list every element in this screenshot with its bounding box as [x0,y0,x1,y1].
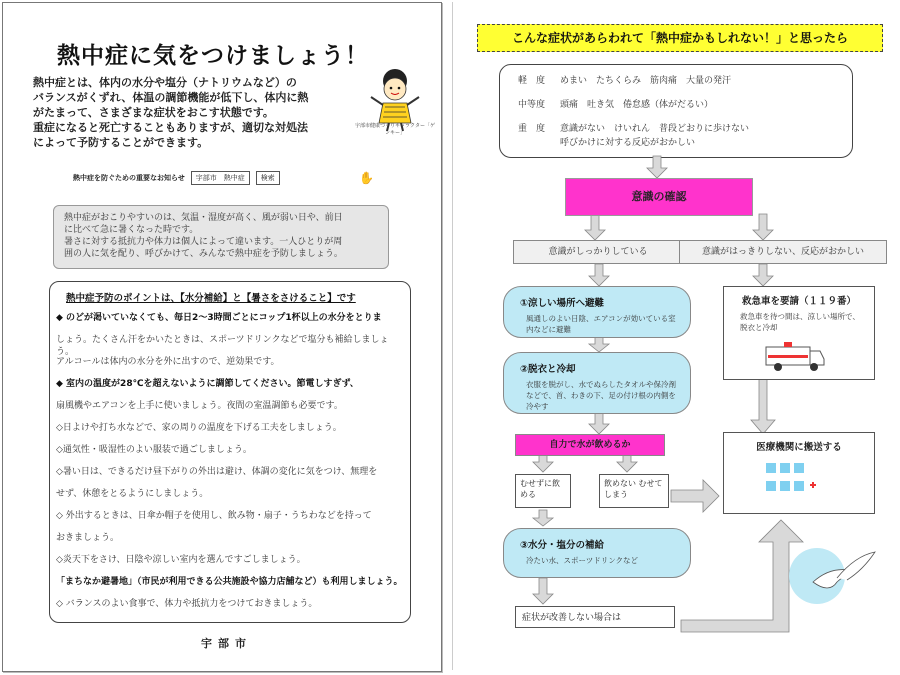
points-title: 熱中症予防のポイントは、【水分補給】と【暑さをさけること】です [66,293,356,304]
leaflet-right-page [452,2,897,670]
hospital-title: 医療機関に搬送する [756,442,842,453]
point-line: 「まちなか避暑地」（市民が利用できる公共施設や協力店舗など）も利用しましょう。 [56,577,403,587]
step1-box [503,286,691,338]
notice-row [73,171,373,185]
caution-line: 暑さに対する抵抗力や体力は個人によって違います。一人ひとりが周 [64,237,343,247]
symptom-text: めまい たちくらみ 筋肉痛 大量の発汗 [560,76,732,86]
caution-box [53,205,389,269]
point-line: ◇ バランスのよい食事で、体力や抵抗力をつけておきましょう。 [56,599,318,609]
step1-title: ①涼しい場所へ避難 [520,298,605,309]
mascot-caption: 宇部市健康づくりキャラクター「ゲンキー」 [355,123,435,136]
leaflet-left-page [2,2,442,672]
ambulance-box [723,286,875,380]
intro-line: 熱中症とは、体内の水分や塩分（ナトリウムなど）の [33,76,297,89]
step2-desc: 衣服を脱がし、水でぬらしたタオルや保冷剤などで、首、わきの下、足の付け根の内側を冷やす [526,380,676,411]
drink-no-box: 飲めない むせてしまう [599,474,669,508]
symptom-text: 呼びかけに対する反応がおかしい [560,138,696,148]
step2-box [503,352,691,414]
symptom-text: 頭痛 吐き気 倦怠感（体がだるい） [560,100,714,110]
leaflet-title: 熱中症に気をつけましょう！ [57,43,369,69]
symptom-text: 意識がない けいれん 普段どおりに歩けない [560,124,750,134]
point-line: ◇暑い日は、できるだけ昼下がりの外出は避け、体調の変化に気をつけ、無理を [56,467,378,477]
point-line: ◇ 外出するときは、日傘か帽子を使用し、飲み物・扇子・うちわなどを持って [56,511,372,521]
intro-line: 重症になると死亡することもありますが、適切な対処法 [33,121,308,134]
caution-line: 囲の人に気を配り、呼びかけて、みんなで熱中症を予防しましょう。 [64,249,343,259]
point-line: せず、休憩をとるようにしましょう。 [56,489,209,499]
step3-title: ③水分・塩分の補給 [520,540,605,551]
caution-line: 熱中症がおこりやすいのは、気温・湿度が高く、風が弱い日や、前日 [64,213,343,223]
hospital-icon [764,459,820,507]
search-button[interactable]: 検索 [256,171,280,185]
point-line: しょう。たくさん汗をかいたときは、スポーツドリンクなどで塩分も補給しましょう。 [56,335,389,357]
drink-yes-box: むせずに飲める [515,474,571,508]
step2-title: ②脱衣と冷却 [520,364,576,375]
symptom-level: 中等度 [518,100,546,110]
point-line: おきましょう。 [56,533,120,543]
point-line: ◇通気性・吸湿性のよい服装で過ごしましょう。 [56,445,252,455]
step1-desc: 風通しのよい日陰、エアコンが効いている室内などに避難 [526,314,676,334]
caution-line: に比べて急に暑くなった時です。 [64,225,199,235]
point-line: 扇風機やエアコンを上手に使いましょう。夜間の室温調節も必要です。 [56,401,343,411]
hospital-box [723,432,875,514]
conscious-ok-box: 意識がしっかりしている [513,240,683,264]
ambulance-icon [762,339,826,373]
ambulance-title: 救急車を要請（１１９番） [741,296,856,307]
point-line: ◆ 室内の温度が28℃を超えないように調節してください。節電しすぎず、 [56,379,359,389]
consciousness-check-step: 意識の確認 [565,178,753,216]
not-improved-box: 症状が改善しない場合は [515,606,675,628]
can-drink-step: 自力で水が飲めるか [515,434,665,456]
point-line: ◇日よけや打ち水などで、家の周りの温度を下げる工夫をしましょう。 [56,423,342,433]
intro-line: がたまって、さまざまな症状をおこす状態です。 [33,106,274,119]
intro-line: によって予防することができます。 [33,136,209,149]
symptom-level: 重 度 [518,124,546,134]
point-line: ◆ のどが渇いていなくても、毎日2～3時間ごとにコップ1杯以上の水分をとりま [56,313,382,323]
step3-desc: 冷たい水、スポーツドリンクなど [526,556,639,565]
point-line: ◇炎天下をさけ、日陰や涼しい室内を選んですごしましょう。 [56,555,306,565]
prevention-points-box [49,281,411,623]
symptom-level: 軽 度 [518,76,546,86]
search-query-box: 宇部市 熱中症 [191,171,250,185]
footer-city: 宇部市 [201,637,252,650]
point-line: アルコールは体内の水分を外に出すので、逆効果です。 [56,357,280,367]
pointer-cursor-icon: ✋ [359,171,374,185]
notice-label: 熱中症を防ぐための重要なお知らせ [73,174,185,182]
flowchart-banner: こんな症状があらわれて「熱中症かもしれない！」と思ったら [477,24,883,52]
ambulance-desc: 救急車を待つ間は、涼しい場所で、脱衣と冷却 [740,312,860,332]
step3-box [503,528,691,578]
conscious-ng-box: 意識がはっきりしない、反応がおかしい [679,240,887,264]
intro-line: バランスがくずれ、体温の調節機能が低下し、体内に熱 [33,91,309,104]
seagull-illustration [783,542,883,612]
intro-text [33,75,353,150]
